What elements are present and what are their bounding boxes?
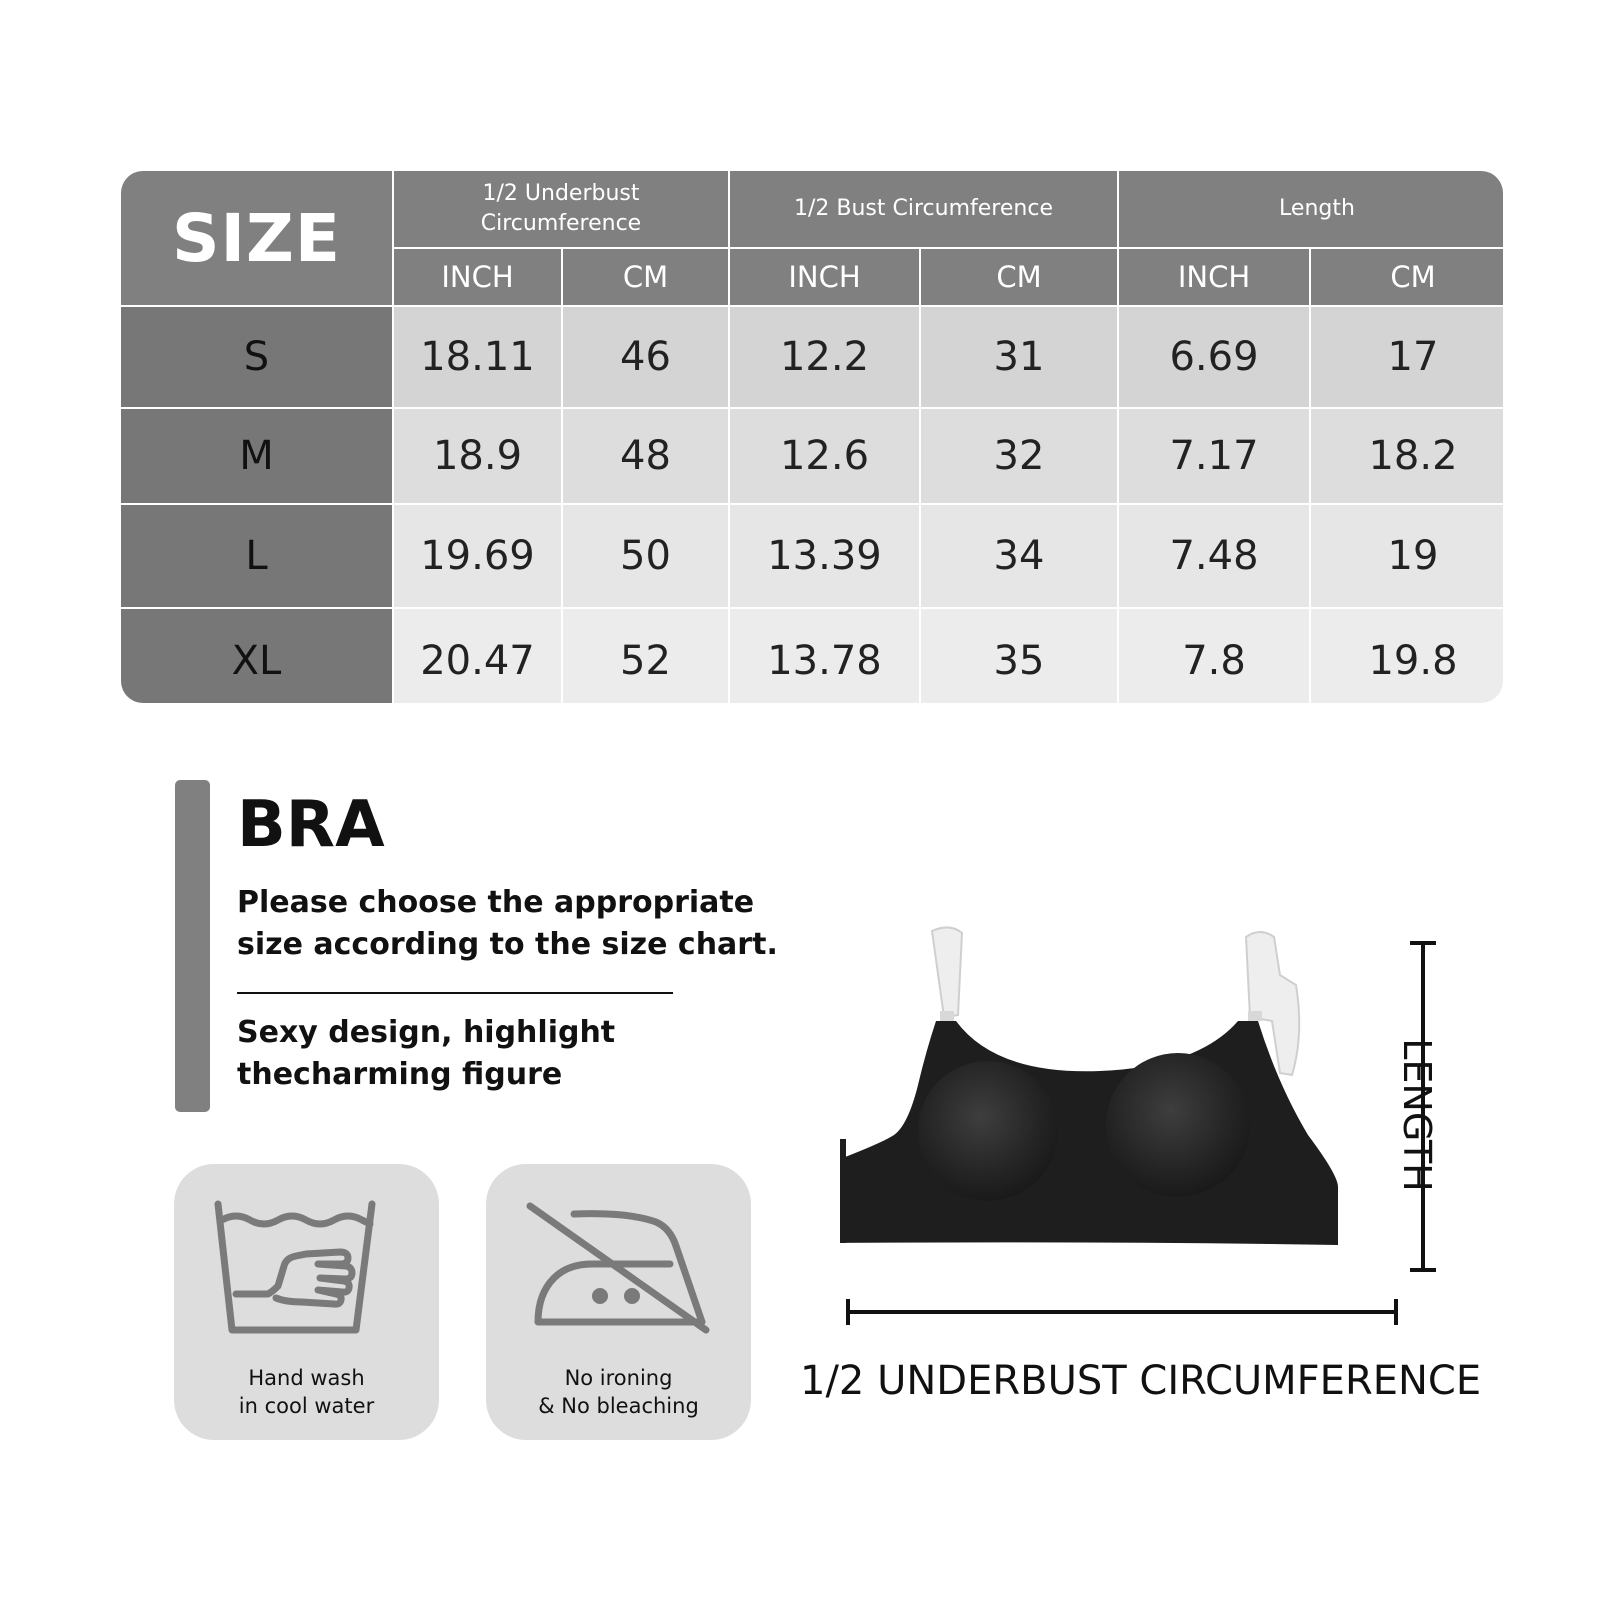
table-cell: 46 — [563, 307, 728, 407]
table-cell: 18.11 — [394, 307, 561, 407]
table-cell: 48 — [563, 409, 728, 503]
table-cell: 18.2 — [1311, 409, 1503, 503]
care-card-no-ironing — [486, 1164, 751, 1440]
unit-header: CM — [921, 249, 1117, 305]
unit-header: CM — [1311, 249, 1503, 305]
unit-header: INCH — [394, 249, 561, 305]
length-dimension-label: LENGTH — [1395, 1038, 1439, 1192]
size-header: SIZE — [121, 171, 392, 305]
no-ironing-icon — [518, 1194, 718, 1344]
table-cell: 7.17 — [1119, 409, 1309, 503]
size-advice-text: Please choose the appropriate size according to the size chart. — [237, 885, 778, 962]
table-cell: 19.69 — [394, 505, 561, 607]
table-cell: 31 — [921, 307, 1117, 407]
size-label: L — [121, 505, 392, 607]
size-label: M — [121, 409, 392, 503]
table-cell: 7.8 — [1119, 609, 1309, 703]
table-cell: 17 — [1311, 307, 1503, 407]
table-cell: 34 — [921, 505, 1117, 607]
underbust-header: 1/2 Underbust Circumference — [394, 171, 728, 247]
table-cell: 12.6 — [730, 409, 919, 503]
table-cell: 35 — [921, 609, 1117, 703]
size-label: S — [121, 307, 392, 407]
size-label: XL — [121, 609, 392, 703]
care-label: Hand wash in cool water — [238, 1366, 375, 1418]
care-label: No ironing & No bleaching — [538, 1366, 699, 1418]
length-header: Length — [1119, 171, 1503, 247]
table-cell: 13.78 — [730, 609, 919, 703]
divider — [237, 992, 673, 994]
product-title: BRA — [237, 788, 385, 862]
table-cell: 32 — [921, 409, 1117, 503]
table-cell: 6.69 — [1119, 307, 1309, 407]
table-cell: 13.39 — [730, 505, 919, 607]
table-cell: 19 — [1311, 505, 1503, 607]
table-cell: 7.48 — [1119, 505, 1309, 607]
hand-wash-icon — [206, 1194, 406, 1344]
tagline-text: Sexy design, highlight thecharming figure — [237, 1015, 616, 1092]
care-card-hand-wash — [174, 1164, 439, 1440]
unit-header: CM — [563, 249, 728, 305]
table-cell: 12.2 — [730, 307, 919, 407]
size-chart-table — [121, 171, 1503, 703]
table-cell: 19.8 — [1311, 609, 1503, 703]
table-cell: 52 — [563, 609, 728, 703]
unit-header: INCH — [730, 249, 919, 305]
bust-header: 1/2 Bust Circumference — [730, 171, 1117, 247]
underbust-dimension-label: 1/2 UNDERBUST CIRCUMFERENCE — [800, 1358, 1482, 1404]
table-cell: 20.47 — [394, 609, 561, 703]
table-cell: 50 — [563, 505, 728, 607]
table-cell: 18.9 — [394, 409, 561, 503]
accent-bar — [175, 780, 210, 1112]
unit-header: INCH — [1119, 249, 1309, 305]
